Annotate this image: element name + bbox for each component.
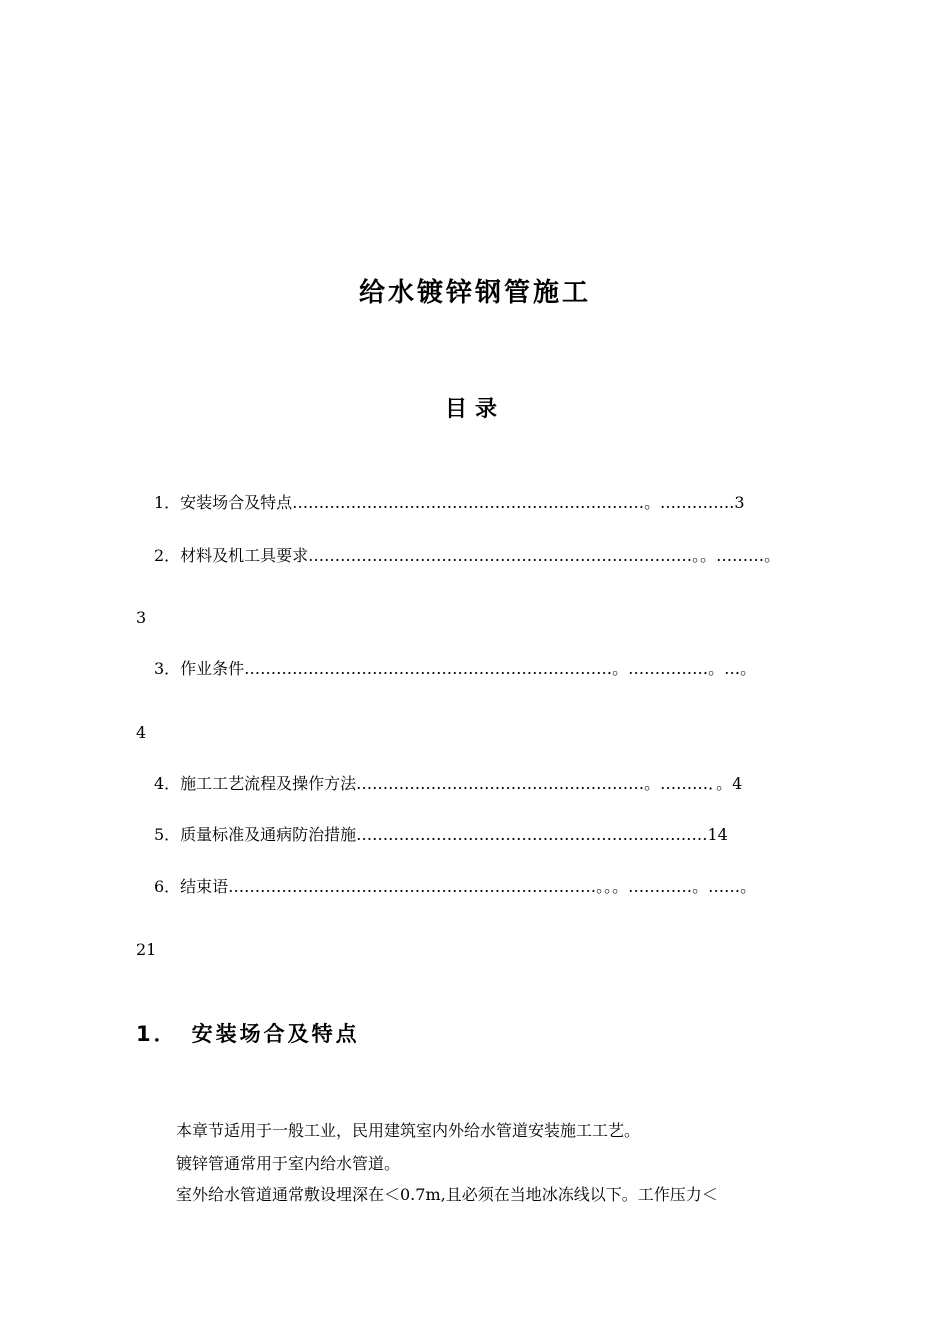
section-heading bbox=[136, 1018, 360, 1048]
toc-entry: 6．结束语……………………………………………………………。。。…………。……。 bbox=[154, 877, 757, 896]
toc-entry: 2．材料及机工具要求………………………………………………………………。。………。 bbox=[154, 546, 781, 565]
toc-entry: 1．安装场合及特点…………………………………………………………。.………….3 bbox=[154, 493, 745, 512]
toc-heading: 目录 bbox=[444, 397, 505, 422]
section-number: 1． bbox=[136, 1022, 178, 1046]
toc-entry-page: 21 bbox=[136, 940, 157, 959]
body-paragraph: 本章节适用于一般工业，民用建筑室内外给水管道安装施工工艺。 bbox=[176, 1121, 641, 1140]
toc-entry-page: 4 bbox=[136, 723, 147, 742]
body-paragraph: 镀锌管通常用于室内给水管道。 bbox=[176, 1154, 401, 1173]
toc-entry: 5．质量标准及通病防治措施……………………………………….………..………14 bbox=[154, 825, 728, 844]
section-title: 安装场合及特点 bbox=[191, 1022, 360, 1046]
body-paragraph: 室外给水管道通常敷设埋深在＜0.7m,且必须在当地冰冻线以下。工作压力＜ bbox=[176, 1185, 718, 1204]
toc-entry-page: 3 bbox=[136, 608, 147, 627]
toc-entry: 3．作业条件……………………………………………………………。……………。…。 bbox=[154, 659, 757, 678]
toc-entry: 4．施工工艺流程及操作方法………………………………………………。………．。4 bbox=[154, 774, 743, 793]
document-title: 给水镀锌钢管施工 bbox=[358, 278, 591, 308]
